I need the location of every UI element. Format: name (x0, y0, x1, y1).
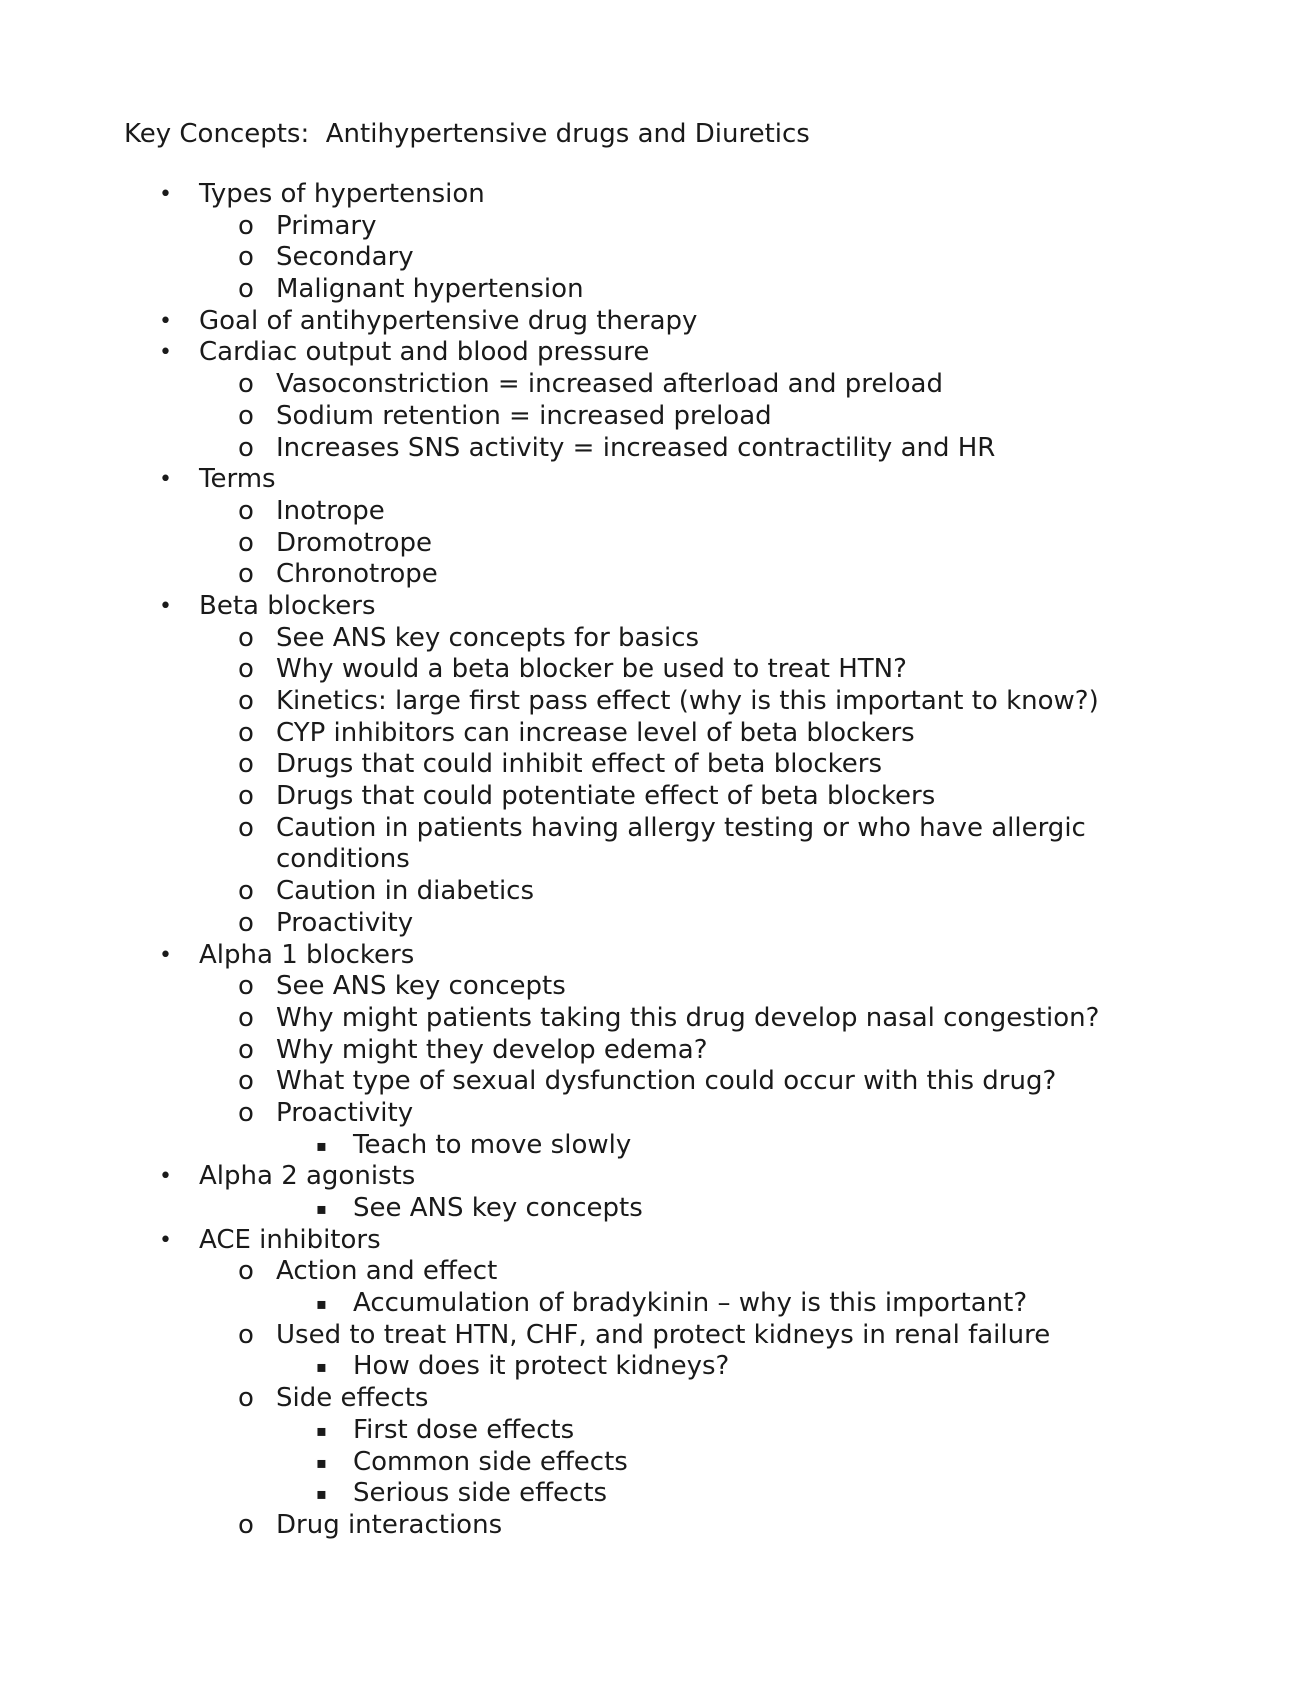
outline-item-text: See ANS key concepts (353, 1193, 643, 1224)
outline-item-level-3 (0, 1288, 1306, 1320)
outline-item-level-3 (0, 1351, 1306, 1383)
bullet-marker-level-2: o (238, 812, 254, 843)
bullet-marker-level-2: o (238, 1097, 254, 1128)
outline-item-text: Why would a beta blocker be used to treat HTN? (276, 654, 907, 685)
bullet-marker-level-2: o (238, 971, 254, 1002)
outline-item-text: See ANS key concepts (276, 971, 566, 1002)
outline-item-level-1 (0, 1161, 1306, 1193)
outline-item-text: Sodium retention = increased preload (276, 400, 772, 431)
outline-item-text: Drugs that could inhibit effect of beta blockers (276, 749, 882, 780)
outline-item-text: Teach to move slowly (353, 1129, 632, 1160)
outline-item-level-2 (0, 781, 1306, 813)
bullet-marker-level-1: • (159, 340, 172, 366)
bullet-marker-level-2: o (238, 686, 254, 716)
outline-item-level-3 (0, 1193, 1306, 1225)
outline-item-text: Chronotrope (276, 559, 438, 590)
outline-item-text: Vasoconstriction = increased afterload and preload (276, 369, 943, 400)
outline-item-level-2 (0, 813, 1306, 876)
bullet-marker-level-2: o (238, 1509, 254, 1540)
bullet-marker-level-3: ▪ (316, 1135, 327, 1155)
outline-item-level-3 (0, 1130, 1306, 1162)
bullet-marker-level-1: • (159, 1164, 172, 1190)
outline-item-text: Drugs that could potentiate effect of beta blockers (276, 781, 936, 812)
outline-item-level-1 (0, 337, 1306, 369)
bullet-marker-level-2: o (238, 717, 254, 748)
outline-item-text: Why might they develop edema? (276, 1034, 708, 1065)
outline-item-text: Serious side effects (353, 1478, 608, 1509)
bullet-marker-level-2: o (238, 781, 254, 812)
bullet-marker-level-3: ▪ (316, 1199, 327, 1219)
outline-item-text: Why might patients taking this drug develop nasal congestion? (276, 1002, 1100, 1033)
outline-item-text: Beta blockers (199, 590, 376, 621)
outline-item-level-3 (0, 1478, 1306, 1510)
outline-item-text: Secondary (276, 242, 414, 273)
bullet-marker-level-2: o (238, 876, 254, 907)
outline-item-text: Terms (199, 464, 276, 495)
outline-item-level-1 (0, 464, 1306, 496)
bullet-marker-level-3: ▪ (316, 1294, 327, 1314)
bullet-marker-level-2: o (238, 432, 254, 463)
outline-item-level-2 (0, 718, 1306, 750)
bullet-marker-level-2: o (238, 559, 254, 590)
outline-item-level-2 (0, 876, 1306, 908)
outline-item-text: What type of sexual dysfunction could occur with this drug? (276, 1066, 1057, 1097)
outline-item-text: Increases SNS activity = increased contractility and HR (276, 432, 996, 463)
bullet-marker-level-2: o (238, 907, 254, 938)
bullet-marker-level-2: o (238, 527, 254, 558)
outline-item-text: Action and effect (276, 1256, 498, 1287)
outline-item-level-3 (0, 1447, 1306, 1479)
bullet-marker-level-2: o (238, 242, 254, 273)
outline-item-text: ACE inhibitors (199, 1224, 381, 1255)
outline-item-level-2 (0, 242, 1306, 274)
bullet-marker-level-2: o (238, 274, 254, 305)
bullet-marker-level-2: o (238, 1066, 254, 1097)
outline-item-text: Accumulation of bradykinin – why is this important? (353, 1288, 1028, 1319)
outline-item-text: Proactivity (276, 907, 414, 938)
bullet-marker-level-3: ▪ (316, 1357, 327, 1377)
bullet-marker-level-2: o (238, 495, 254, 526)
outline-item-level-2 (0, 1510, 1306, 1542)
outline-item-level-2 (0, 559, 1306, 591)
outline-item-text: Primary (276, 210, 377, 241)
outline-item-level-2 (0, 401, 1306, 433)
outline-item-level-3 (0, 1415, 1306, 1447)
outline-item-level-2 (0, 1035, 1306, 1067)
outline-item-text: How does it protect kidneys? (353, 1351, 730, 1382)
outline-item-text: Caution in patients having allergy testing or who have allergic conditions (276, 812, 1086, 875)
outline-item-level-1 (0, 940, 1306, 972)
outline-item-text: Types of hypertension (199, 179, 485, 209)
outline-item-text: Dromotrope (276, 527, 432, 558)
outline-item-level-1 (0, 591, 1306, 623)
outline-item-level-2 (0, 908, 1306, 940)
bullet-marker-level-3: ▪ (316, 1420, 327, 1440)
bullet-marker-level-1: • (159, 942, 172, 968)
bullet-marker-level-2: o (238, 1383, 254, 1414)
outline-item-text: Drug interactions (276, 1509, 503, 1540)
outline-item-text: Caution in diabetics (276, 876, 535, 907)
outline-item-text: Used to treat HTN, CHF, and protect kidneys in renal failure (276, 1319, 1051, 1350)
outline-item-text: Inotrope (276, 495, 385, 526)
outline-item-text: First dose effects (353, 1414, 575, 1445)
bullet-marker-level-2: o (238, 1319, 254, 1350)
outline-item-text: Side effects (276, 1383, 429, 1414)
outline-item-level-2 (0, 686, 1306, 718)
outline-item-level-2 (0, 1320, 1306, 1352)
outline-item-level-2 (0, 623, 1306, 655)
bullet-marker-level-2: o (238, 622, 254, 653)
outline-item-text: Goal of antihypertensive drug therapy (199, 305, 698, 336)
outline-item-level-2 (0, 1256, 1306, 1288)
outline-item-text: Kinetics: large first pass effect (why is this important to know?) (276, 686, 1099, 716)
bullet-marker-level-1: • (159, 1227, 172, 1253)
outline-item-text: Common side effects (353, 1446, 628, 1477)
bullet-marker-level-1: • (159, 308, 172, 334)
outline-item-text: Alpha 2 agonists (199, 1161, 416, 1192)
bullet-marker-level-2: o (238, 749, 254, 780)
outline-item-text: See ANS key concepts for basics (276, 622, 700, 653)
bullet-marker-level-1: • (159, 182, 172, 207)
outline-item-level-2 (0, 211, 1306, 243)
outline-item-level-2 (0, 433, 1306, 465)
outline-item-level-1 (0, 1225, 1306, 1257)
outline-item-text: CYP inhibitors can increase level of beta blockers (276, 717, 915, 748)
bullet-marker-level-3: ▪ (316, 1484, 327, 1504)
outline-item-text: Proactivity (276, 1097, 414, 1128)
bullet-marker-level-3: ▪ (316, 1452, 327, 1472)
outline-list (0, 179, 1306, 1542)
outline-item-level-2 (0, 971, 1306, 1003)
document-title: Key Concepts: Antihypertensive drugs and Diuretics (124, 119, 810, 149)
bullet-marker-level-2: o (238, 1256, 254, 1287)
outline-item-level-2 (0, 496, 1306, 528)
outline-item-level-2 (0, 1098, 1306, 1130)
outline-item-text: Alpha 1 blockers (199, 939, 415, 970)
bullet-marker-level-1: • (159, 593, 172, 619)
outline-item-level-1 (0, 179, 1306, 211)
outline-item-level-2 (0, 1003, 1306, 1035)
bullet-marker-level-2: o (238, 210, 254, 241)
outline-item-level-2 (0, 654, 1306, 686)
outline-item-level-2 (0, 1066, 1306, 1098)
outline-item-level-1 (0, 306, 1306, 338)
outline-item-level-2 (0, 528, 1306, 560)
outline-item-level-2 (0, 369, 1306, 401)
bullet-marker-level-2: o (238, 654, 254, 685)
outline-item-level-2 (0, 749, 1306, 781)
bullet-marker-level-2: o (238, 400, 254, 431)
outline-item-text: Malignant hypertension (276, 274, 584, 305)
outline-item-text: Cardiac output and blood pressure (199, 337, 650, 368)
bullet-marker-level-2: o (238, 1034, 254, 1065)
bullet-marker-level-2: o (238, 1002, 254, 1033)
bullet-marker-level-2: o (238, 369, 254, 400)
outline-item-level-2 (0, 1383, 1306, 1415)
outline-item-level-2 (0, 274, 1306, 306)
bullet-marker-level-1: • (159, 467, 172, 493)
